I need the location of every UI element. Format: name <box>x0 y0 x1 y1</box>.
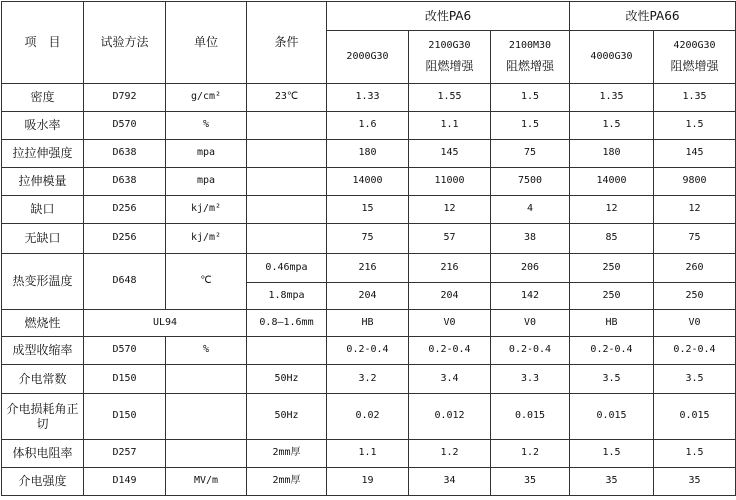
condition: 2mm厚 <box>247 440 327 468</box>
value-cell: 9800 <box>654 168 736 196</box>
value-cell: 1.1 <box>327 440 409 468</box>
property-name: 体积电阻率 <box>2 440 84 468</box>
value-cell: 1.33 <box>327 84 409 112</box>
value-cell: 57 <box>409 224 491 254</box>
unit: MV/m <box>166 468 247 496</box>
unit <box>166 365 247 394</box>
value-cell: 4 <box>491 196 570 224</box>
value-cell: 75 <box>327 224 409 254</box>
test-method: D149 <box>84 468 166 496</box>
table-row <box>2 365 736 394</box>
header-unit: 单位 <box>166 2 247 84</box>
table-row <box>2 196 736 224</box>
value-cell: 34 <box>409 468 491 496</box>
value-cell: 0.2-0.4 <box>409 337 491 365</box>
unit: kj/m² <box>166 196 247 224</box>
grade-code: 2100G30 <box>428 40 471 52</box>
value-cell: 85 <box>570 224 654 254</box>
value-cell: HB <box>327 310 409 337</box>
value-cell: 15 <box>327 196 409 224</box>
value-cell: 216 <box>409 254 491 283</box>
property-name: 无缺口 <box>2 224 84 254</box>
table-row <box>2 337 736 365</box>
table-row <box>2 254 736 283</box>
value-cell: 1.5 <box>570 112 654 140</box>
unit: g/cm² <box>166 84 247 112</box>
value-cell: 3.2 <box>327 365 409 394</box>
header-row <box>2 2 736 31</box>
value-cell: 1.2 <box>491 440 570 468</box>
value-cell: 0.2-0.4 <box>327 337 409 365</box>
property-name: 介电常数 <box>2 365 84 394</box>
property-name: 吸水率 <box>2 112 84 140</box>
value-cell: 1.5 <box>570 440 654 468</box>
grade-code: 4000G30 <box>590 50 633 62</box>
value-cell: 7500 <box>491 168 570 196</box>
unit <box>166 394 247 440</box>
value-cell: 180 <box>570 140 654 168</box>
value-cell: V0 <box>654 310 736 337</box>
test-method: D256 <box>84 196 166 224</box>
value-cell: 0.02 <box>327 394 409 440</box>
value-cell: 19 <box>327 468 409 496</box>
test-method: D256 <box>84 224 166 254</box>
group-pa6: 改性PA6 <box>327 2 570 31</box>
value-cell: 180 <box>327 140 409 168</box>
condition <box>247 112 327 140</box>
value-cell: 12 <box>570 196 654 224</box>
value-cell: 1.5 <box>654 440 736 468</box>
test-method: D150 <box>84 394 166 440</box>
value-cell: 1.35 <box>570 84 654 112</box>
condition <box>247 168 327 196</box>
property-name: 密度 <box>2 84 84 112</box>
test-method: D257 <box>84 440 166 468</box>
table-row <box>2 310 736 337</box>
grade-note: 阻燃增强 <box>670 58 719 73</box>
value-cell: 0.2-0.4 <box>491 337 570 365</box>
value-cell: 1.5 <box>654 112 736 140</box>
table-row <box>2 168 736 196</box>
table-row <box>2 468 736 496</box>
test-method: D150 <box>84 365 166 394</box>
value-cell: 142 <box>491 283 570 310</box>
table-row <box>2 112 736 140</box>
test-method: D648 <box>84 254 166 310</box>
value-cell: V0 <box>491 310 570 337</box>
grade-cell <box>327 31 409 84</box>
condition <box>247 140 327 168</box>
value-cell: 216 <box>327 254 409 283</box>
grade-cell <box>491 31 570 84</box>
value-cell: 12 <box>654 196 736 224</box>
value-cell: 0.015 <box>491 394 570 440</box>
value-cell: 1.6 <box>327 112 409 140</box>
condition: 23℃ <box>247 84 327 112</box>
value-cell: 11000 <box>409 168 491 196</box>
grade-cell <box>570 31 654 84</box>
property-name: 缺口 <box>2 196 84 224</box>
condition: 2mm厚 <box>247 468 327 496</box>
value-cell: 0.012 <box>409 394 491 440</box>
value-cell: 14000 <box>327 168 409 196</box>
grade-code: 2000G30 <box>346 50 389 62</box>
grade-note: 阻燃增强 <box>425 58 474 73</box>
grade-code: 4200G30 <box>673 40 716 52</box>
header-condition: 条件 <box>247 2 327 84</box>
value-cell: 3.3 <box>491 365 570 394</box>
value-cell: 250 <box>570 283 654 310</box>
value-cell: 206 <box>491 254 570 283</box>
value-cell: 0.015 <box>654 394 736 440</box>
condition <box>247 196 327 224</box>
condition: 50Hz <box>247 365 327 394</box>
table-row <box>2 224 736 254</box>
property-name: 介电强度 <box>2 468 84 496</box>
value-cell: 0.015 <box>570 394 654 440</box>
condition: 1.8mpa <box>247 283 327 310</box>
value-cell: 204 <box>409 283 491 310</box>
value-cell: 75 <box>654 224 736 254</box>
condition <box>247 224 327 254</box>
value-cell: 145 <box>654 140 736 168</box>
value-cell: 0.2-0.4 <box>570 337 654 365</box>
value-cell: 75 <box>491 140 570 168</box>
unit: mpa <box>166 168 247 196</box>
value-cell: HB <box>570 310 654 337</box>
properties-table <box>1 1 736 496</box>
header-item: 项 目 <box>2 2 84 84</box>
value-cell: 1.1 <box>409 112 491 140</box>
value-cell: 35 <box>491 468 570 496</box>
test-method: D570 <box>84 337 166 365</box>
property-name: 介电损耗角正切 <box>2 394 84 440</box>
unit: kj/m² <box>166 224 247 254</box>
value-cell: 204 <box>327 283 409 310</box>
value-cell: 14000 <box>570 168 654 196</box>
value-cell: 35 <box>654 468 736 496</box>
grade-note: 阻燃增强 <box>505 58 554 73</box>
value-cell: 1.55 <box>409 84 491 112</box>
value-cell: 38 <box>491 224 570 254</box>
value-cell: 3.5 <box>570 365 654 394</box>
property-name: 燃烧性 <box>2 310 84 337</box>
unit: ℃ <box>166 254 247 310</box>
unit: % <box>166 337 247 365</box>
header-method: 试验方法 <box>84 2 166 84</box>
property-name: 拉伸模量 <box>2 168 84 196</box>
test-method: D570 <box>84 112 166 140</box>
table-row <box>2 440 736 468</box>
value-cell: 250 <box>570 254 654 283</box>
test-method: D638 <box>84 140 166 168</box>
test-method: D792 <box>84 84 166 112</box>
condition: 50Hz <box>247 394 327 440</box>
grade-code: 2100M30 <box>508 40 552 52</box>
table-row <box>2 394 736 440</box>
grade-cell <box>654 31 736 84</box>
value-cell: 0.2-0.4 <box>654 337 736 365</box>
condition: 0.46mpa <box>247 254 327 283</box>
condition: 0.8—1.6mm <box>247 310 327 337</box>
value-cell: V0 <box>409 310 491 337</box>
test-standard: UL94 <box>84 310 247 337</box>
value-cell: 145 <box>409 140 491 168</box>
value-cell: 260 <box>654 254 736 283</box>
value-cell: 3.5 <box>654 365 736 394</box>
value-cell: 1.2 <box>409 440 491 468</box>
unit <box>166 440 247 468</box>
property-name: 成型收缩率 <box>2 337 84 365</box>
value-cell: 250 <box>654 283 736 310</box>
value-cell: 12 <box>409 196 491 224</box>
unit: % <box>166 112 247 140</box>
value-cell: 1.35 <box>654 84 736 112</box>
unit: mpa <box>166 140 247 168</box>
value-cell: 1.5 <box>491 112 570 140</box>
test-method: D638 <box>84 168 166 196</box>
value-cell: 3.4 <box>409 365 491 394</box>
property-name: 拉拉伸强度 <box>2 140 84 168</box>
group-pa66: 改性PA66 <box>570 2 736 31</box>
condition <box>247 337 327 365</box>
value-cell: 1.5 <box>491 84 570 112</box>
value-cell: 35 <box>570 468 654 496</box>
table-row <box>2 84 736 112</box>
property-name: 热变形温度 <box>2 254 84 310</box>
grade-cell <box>409 31 491 84</box>
table-row <box>2 140 736 168</box>
